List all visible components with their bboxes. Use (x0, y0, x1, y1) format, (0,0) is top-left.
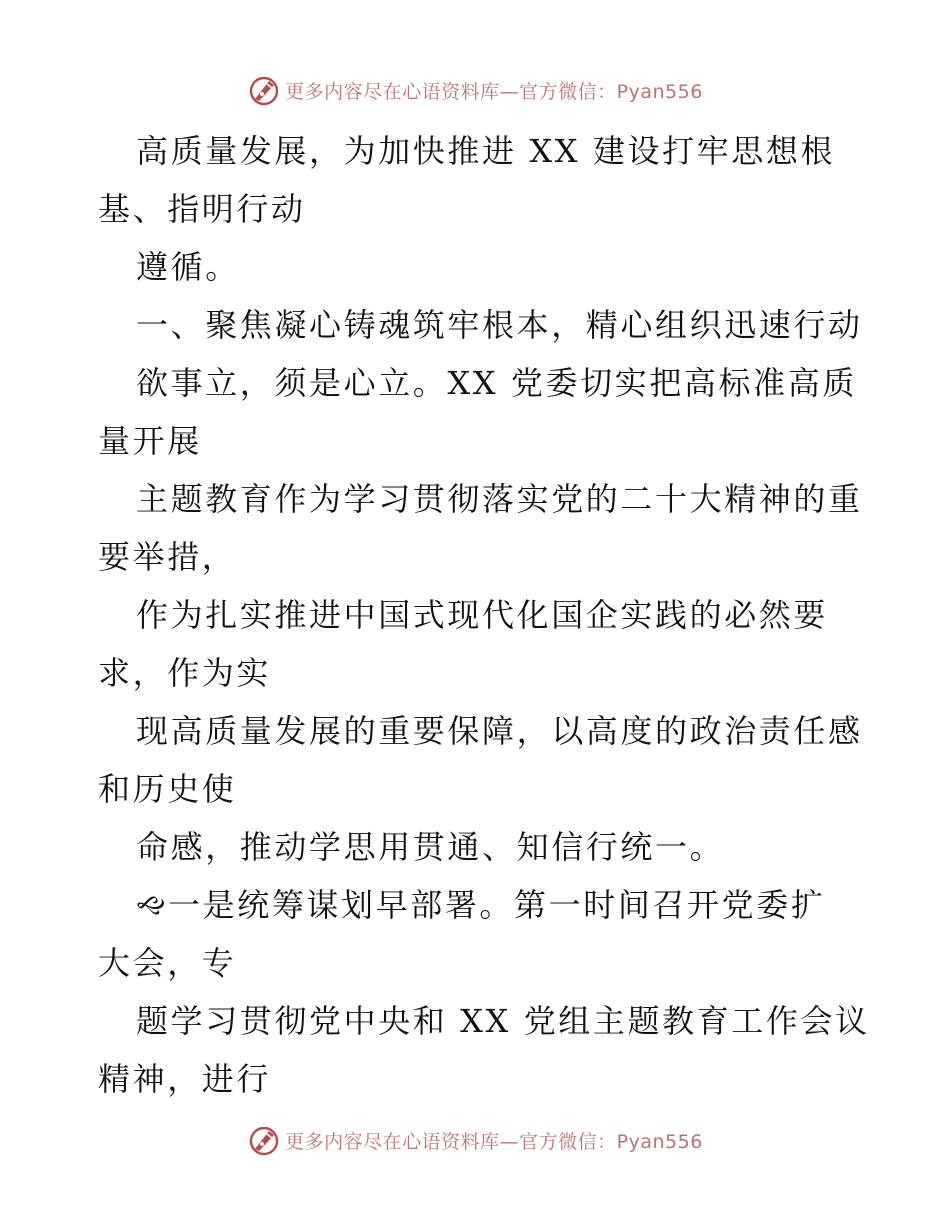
text-line-content: 求，作为实 (98, 654, 272, 692)
text-line-content: 和历史使 (98, 770, 237, 808)
text-line-content: 现高质量发展的重要保障，以高度的政治责任感 (136, 712, 863, 750)
header-banner-text: 更多内容尽在心语资料库—官方微信：Pyan556 (285, 80, 703, 103)
text-line-content: 精神，进行 (98, 1060, 272, 1098)
pen-nib-circle-icon (247, 73, 281, 107)
text-line (98, 760, 858, 818)
header-banner (0, 70, 950, 110)
text-line (98, 702, 863, 760)
text-line-content: 作为扎实推进中国式现代化国企实践的必然要 (136, 596, 829, 634)
text-line (98, 934, 858, 992)
text-line (98, 586, 858, 644)
text-line-content: 题学习贯彻党中央和 XX 党组主题教育工作会议 (136, 1002, 870, 1040)
text-line-content: 主题教育作为学习贯彻落实党的二十大精神的重 (136, 480, 863, 518)
text-line (98, 876, 858, 934)
text-line (98, 354, 858, 412)
text-line-content: 基、指明行动 (98, 190, 306, 228)
text-line (98, 528, 858, 586)
curl-ornament-icon: 🙙 (136, 889, 169, 924)
text-line (98, 296, 863, 354)
text-line (98, 818, 858, 876)
text-line (98, 644, 858, 702)
footer-banner-text: 更多内容尽在心语资料库—官方微信：Pyan556 (285, 1130, 703, 1153)
text-line (98, 1050, 858, 1108)
text-line (98, 412, 858, 470)
text-line-content: 量开展 (98, 422, 202, 460)
text-line (98, 992, 870, 1050)
text-line-content: 大会，专 (98, 944, 237, 982)
text-line-content: 遵循。 (136, 248, 240, 286)
text-line-content: 欲事立，须是心立。XX 党委切实把高标准高质 (136, 364, 857, 402)
text-line-content: 要举措， (98, 538, 237, 576)
text-line (98, 122, 858, 180)
text-line-content: 一是统筹谋划早部署。第一时间召开党委扩 (168, 886, 826, 924)
text-line (98, 180, 858, 238)
text-line-content: 一、聚焦凝心铸魂筑牢根本，精心组织迅速行动 (136, 306, 863, 344)
document-body (98, 122, 870, 1108)
text-line (98, 470, 863, 528)
text-line-content: 命感，推动学思用贯通、知信行统一。 (136, 828, 725, 866)
text-line (98, 238, 858, 296)
pen-nib-circle-icon (247, 1123, 281, 1157)
text-line-content: 高质量发展，为加快推进 XX 建设打牢思想根 (136, 132, 836, 170)
footer-banner (0, 1120, 950, 1160)
